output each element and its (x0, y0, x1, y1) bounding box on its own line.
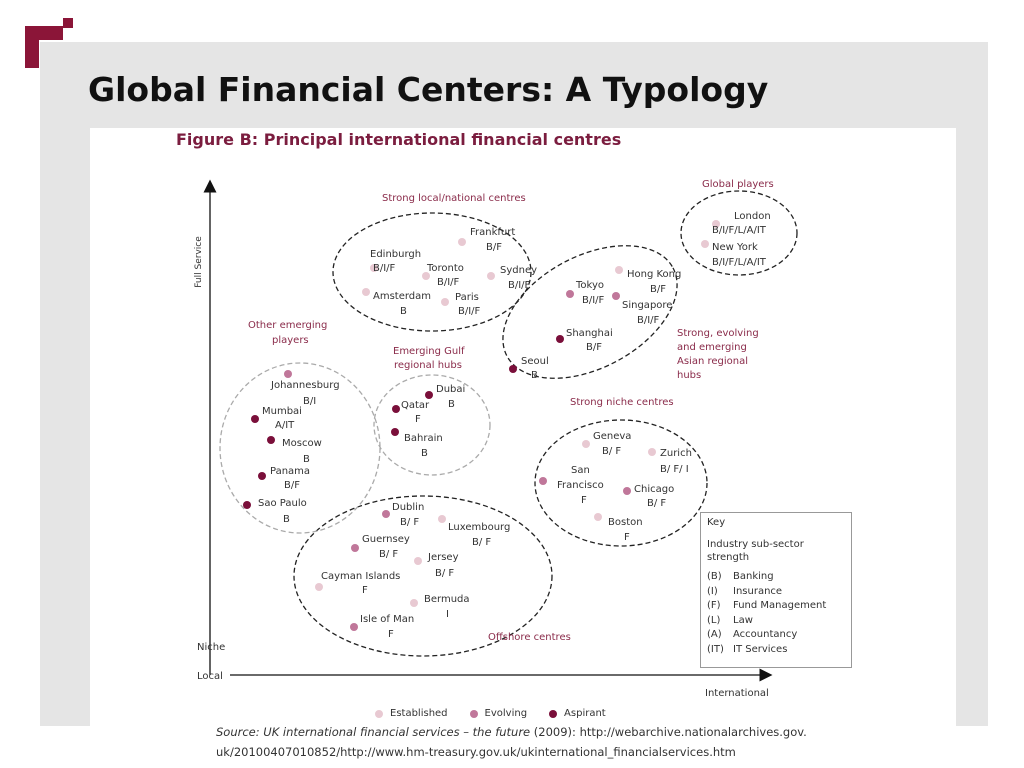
centre-isle-of-man (350, 614, 414, 640)
centre-frankfurt (458, 227, 515, 253)
centre-codes: B/F (284, 480, 300, 491)
centre-name: Dubai (436, 384, 466, 395)
centre-codes: B/F (586, 342, 602, 353)
centre-name: Tokyo (576, 280, 604, 291)
centre-guernsey (351, 534, 410, 560)
group-label-local: Strong local/national centres (382, 193, 526, 204)
slide-title: Global Financial Centers: A Typology (88, 70, 769, 109)
centre-name: London (734, 211, 771, 222)
centre-dot-established (648, 448, 656, 456)
centre-chicago (623, 484, 674, 509)
centre-amsterdam (362, 288, 431, 317)
centre-dot-established (594, 513, 602, 521)
centre-dot-aspirant (258, 472, 266, 480)
centre-codes: B (283, 514, 290, 525)
centre-bahrain (391, 428, 443, 459)
centre-geneva (582, 431, 631, 457)
centre-codes: B/I/F (458, 306, 481, 317)
centre-name: Boston (608, 517, 643, 528)
key-heading: Industry sub-sector strength (707, 539, 804, 563)
figure-title: Figure B: Principal international financial centres (176, 130, 622, 149)
legend-item-evolving: Evolving (470, 708, 528, 719)
key-box (700, 512, 852, 668)
centre-name: Jersey (428, 552, 459, 563)
centre-mumbai (251, 406, 302, 431)
centre-dot-established (362, 288, 370, 296)
centre-johannesburg (270, 370, 340, 407)
centre-san-francisco (539, 465, 604, 506)
evolving-dot-icon (470, 710, 478, 718)
centre-dot-established (315, 583, 323, 591)
centre-luxembourg (438, 515, 510, 548)
centre-name: San Francisco (557, 465, 604, 491)
centre-codes: B/F (650, 284, 666, 295)
group-label-niche: Strong niche centres (570, 397, 674, 408)
centre-codes: F (415, 414, 421, 425)
group-label-gulf: Emerging Gulf regional hubs (393, 346, 465, 371)
centre-codes: B/ F (400, 517, 420, 528)
centre-name: Cayman Islands (321, 571, 401, 582)
centre-name: Zurich (660, 448, 692, 459)
centre-name: Panama (270, 466, 311, 477)
centre-dot-aspirant (251, 415, 259, 423)
centre-codes: B (400, 306, 407, 317)
centre-dot-established (414, 557, 422, 565)
centre-paris (441, 292, 481, 317)
y-axis-low-label: Niche (197, 642, 226, 653)
centre-name: Guernsey (362, 534, 410, 545)
source-link[interactable]: http://webarchive.nationalarchives.gov. (579, 725, 807, 739)
group-label-asian: Strong, evolving and emerging Asian regional hubs (677, 328, 759, 381)
centre-dot-established (458, 238, 466, 246)
centre-name: Dublin (392, 502, 425, 513)
centre-codes: B/I/F (373, 263, 396, 274)
centre-new-york (701, 240, 767, 268)
centre-dubai (425, 384, 465, 410)
centre-dot-evolving (539, 477, 547, 485)
centre-dot-aspirant (243, 501, 251, 509)
centre-codes: B/ F (647, 498, 667, 509)
centre-sydney (487, 265, 537, 291)
x-axis-high-label: International (705, 688, 769, 699)
centre-moscow (267, 436, 322, 465)
centre-name: Isle of Man (360, 614, 415, 625)
centre-codes: F (362, 585, 368, 596)
group-label-global: Global players (702, 179, 774, 190)
centre-tokyo (566, 280, 605, 306)
group-label-offshore: Offshore centres (488, 632, 571, 643)
centre-codes: F (388, 629, 394, 640)
centre-codes: B (448, 399, 455, 410)
centre-dot-evolving (350, 623, 358, 631)
centre-dot-evolving (623, 487, 631, 495)
centre-name: Shanghai (566, 328, 613, 339)
key-row: (I) Insurance (707, 585, 783, 597)
centre-dot-evolving (284, 370, 292, 378)
centre-zurich (648, 448, 692, 475)
group-label-other-emerging: Other emerging players (248, 320, 328, 346)
centre-shanghai (556, 328, 613, 353)
centre-name: Singapore (622, 300, 673, 311)
centre-boston (594, 513, 643, 543)
typology-diagram (90, 128, 956, 768)
centre-dot-aspirant (556, 335, 564, 343)
centre-hong-kong (615, 266, 681, 295)
centre-name: Luxembourg (448, 522, 511, 533)
centre-edinburgh (370, 249, 421, 274)
centre-panama (258, 466, 310, 491)
centre-dot-established (441, 298, 449, 306)
figure-panel (90, 128, 956, 768)
centre-dot-evolving (612, 292, 620, 300)
key-title: Key (707, 517, 726, 528)
key-row: (B) Banking (707, 571, 774, 582)
centre-name: Frankfurt (470, 227, 516, 238)
centre-name: Chicago (634, 484, 675, 495)
aspirant-dot-icon (549, 710, 557, 718)
brand-logo (25, 18, 75, 68)
centre-dot-evolving (351, 544, 359, 552)
centre-codes: B/I/F/L/A/IT (712, 257, 766, 268)
legend-item-established: Established (375, 708, 448, 719)
centre-london (712, 211, 771, 236)
centre-name: Amsterdam (373, 291, 432, 302)
centre-dot-established (701, 240, 709, 248)
centre-dot-aspirant (267, 436, 275, 444)
centre-name: Hong Kong (627, 269, 682, 280)
centre-codes: B/I/F/L/A/IT (712, 225, 766, 236)
centre-dot-aspirant (425, 391, 433, 399)
centre-codes: B/ F (602, 446, 622, 457)
centre-name: Qatar (401, 400, 430, 411)
centre-codes: A/IT (275, 420, 295, 431)
centre-dot-aspirant (392, 405, 400, 413)
source-link[interactable]: uk/20100407010852/http://www.hm-treasury.gov.uk/ukinternational_financialservices.htm (216, 745, 736, 759)
centre-dot-aspirant (391, 428, 399, 436)
centre-codes: B/ F/ I (660, 464, 689, 475)
centre-codes: B/F (486, 242, 502, 253)
centre-qatar (392, 400, 430, 425)
centre-dot-established (410, 599, 418, 607)
centre-dot-evolving (382, 510, 390, 518)
centre-dot-established (582, 440, 590, 448)
centre-sao-paulo (243, 498, 307, 525)
centre-cayman-islands (315, 571, 400, 596)
centre-dublin (382, 502, 424, 528)
centre-codes: B/I/F (637, 315, 660, 326)
centre-name: Paris (455, 292, 479, 303)
centre-name: Sao Paulo (258, 498, 307, 509)
status-legend (375, 708, 606, 719)
centre-codes: B (303, 454, 310, 465)
group-ellipse-asian (481, 218, 700, 405)
centre-codes: B/I/F (582, 295, 605, 306)
centre-name: Moscow (282, 438, 322, 449)
centre-name: Geneva (593, 431, 632, 442)
established-dot-icon (375, 710, 383, 718)
source-citation: Source: UK international financial services – the future (2009): http://webarchive.nationalarchives.gov. uk/20100407010852/http://www.hm-treasury.gov.uk/ukinternational_financialservices.htm (216, 725, 807, 759)
centre-name: Edinburgh (370, 249, 422, 260)
centre-codes: B/ F (435, 568, 455, 579)
centre-jersey (414, 552, 459, 579)
x-axis-low-label: Local (197, 671, 223, 682)
centre-codes: F (624, 532, 630, 543)
centre-codes: B (421, 448, 428, 459)
key-row: (L) Law (707, 614, 753, 626)
centre-name: Seoul (521, 356, 549, 367)
centre-codes: B/I (303, 396, 317, 407)
centre-name: Mumbai (262, 406, 302, 417)
centre-codes: B/ F (472, 537, 492, 548)
centre-dot-established (438, 515, 446, 523)
centre-dot-established (487, 272, 495, 280)
centre-codes: B (531, 370, 538, 381)
centre-codes: I (446, 609, 449, 620)
key-row: (F) Fund Management (707, 600, 827, 611)
centre-dot-evolving (566, 290, 574, 298)
centre-dot-established (615, 266, 623, 274)
key-row: (IT) IT Services (707, 643, 788, 655)
centre-name: Johannesburg (271, 380, 340, 391)
centre-codes: F (581, 495, 587, 506)
centre-codes: B/I/F (508, 280, 531, 291)
group-ellipse-gulf (374, 375, 490, 475)
centre-dot-aspirant (509, 365, 517, 373)
centre-bermuda (410, 594, 470, 620)
legend-item-aspirant: Aspirant (549, 708, 606, 719)
centre-name: Sydney (500, 265, 538, 276)
y-axis-label: Full Service (194, 236, 204, 288)
centre-codes: B/ F (379, 549, 399, 560)
centre-name: New York (712, 242, 758, 253)
centre-name: Bahrain (404, 433, 443, 444)
centre-codes: B/I/F (437, 277, 460, 288)
centre-name: Toronto (427, 263, 464, 274)
centre-toronto (422, 263, 464, 288)
key-row: (A) Accountancy (707, 629, 798, 640)
centre-name: Bermuda (424, 594, 470, 605)
